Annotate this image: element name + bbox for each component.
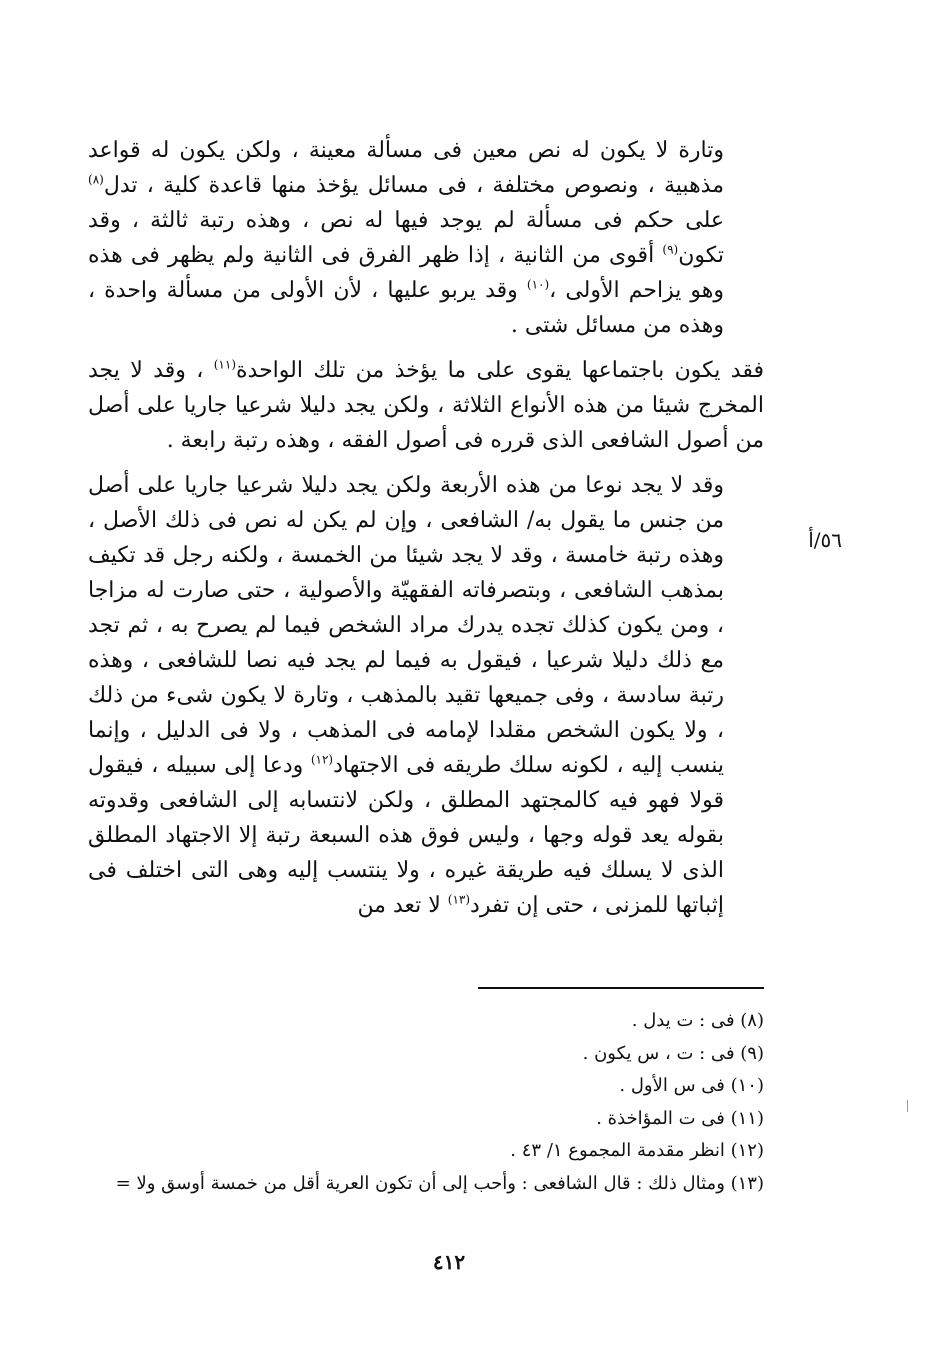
- text-run: أقوى من الثانية ، إذا ظهر الفرق فى الثانية ولم يظهر فى هذه وهو يزاحم الأولى ،: [88, 243, 724, 303]
- text-run: على حكم فى مسألة لم يوجد فيها له نص ، وهذه رتبة ثالثة ، وقد تكون: [88, 208, 724, 268]
- footnote: (٨) فى : ت يدل .: [631, 1010, 764, 1031]
- margin-folio-reference: ٥٦/أ: [808, 528, 842, 552]
- footnotes: [88, 1005, 764, 1200]
- footnote-marker: (١٣): [447, 892, 471, 907]
- text-run: فقد يكون باجتماعها يقوى على ما يؤخذ من تلك الواحدة: [236, 358, 764, 383]
- paragraph: [88, 353, 764, 458]
- text-run: لا تعد من: [357, 893, 448, 918]
- scan-edge-mark: [907, 1100, 908, 1112]
- footnote-divider: [478, 987, 764, 989]
- paragraph: [88, 133, 764, 343]
- footnote: (١٢) انظر مقدمة المجموع ١/ ٤٣ .: [510, 1140, 764, 1161]
- text-run: ودعا إلى سبيله ، فيقول قولا فهو فيه كالمجتهد المطلق ، ولكن لانتسابه إلى الشافعى وقدوته بقوله يعد قوله وجها ، وليس فوق هذه السبعة رتبة إلا الاجتهاد المطلق الذى لا يسلك فيه طريقة غيره ، ولا ينتسب إليه وهى التى اختلف فى إثباتها للمزنى ، حتى إن تفرد: [88, 753, 724, 918]
- footnote: (٩) فى : ت ، س يكون .: [582, 1042, 764, 1064]
- footnote-marker: (٩): [662, 242, 679, 257]
- footnote-marker: (١١): [213, 357, 236, 372]
- footnote-marker: (١٠): [526, 277, 550, 292]
- page-number: ٤١٢: [432, 1250, 466, 1274]
- footnote: (١٠) فى س الأول .: [619, 1075, 764, 1096]
- text-run: وتارة لا يكون له نص معين فى مسألة معينة ، ولكن يكون له قواعد مذهبية ، ونصوص مختلفة ، فى مسائل يؤخذ منها قاعدة كلية ، تدل: [88, 138, 724, 198]
- footnote-marker: (١٢): [310, 752, 334, 767]
- paragraph: [88, 468, 764, 923]
- text-run: ، وقد لا يجد المخرج شيئا من هذه الأنواع الثلاثة ، ولكن يجد دليلا شرعيا جاريا على أصل من أصول الشافعى الذى قرره فى أصول الفقه ، وهذه رتبة رابعة .: [88, 358, 764, 453]
- footnote: (١٣) ومثال ذلك : قال الشافعى : وأحب إلى أن تكون العرية أقل من خمسة أوسق ولا =: [115, 1172, 764, 1194]
- text-run: وقد يربو عليها ، لأن الأولى من مسألة واحدة ، وهذه من مسائل شتى .: [88, 278, 724, 338]
- footnote: (١١) فى ت المؤاخذة .: [596, 1107, 764, 1129]
- main-text: [88, 133, 764, 923]
- text-run: وقد لا يجد نوعا من هذه الأربعة ولكن يجد دليلا شرعيا جاريا على أصل من جنس ما يقول به/ الشافعى ، وإن لم يكن له نص فى ذلك الأصل ، وهذه رتبة خامسة ، وقد لا يجد شيئا من الخمسة ، ولكنه رجل قد تكيف بمذهب الشافعى ، وبتصرفاته الفقهيّة والأصولية ، حتى صارت له مزاجا ، ومن يكون كذلك تجده يدرك مراد الشخص فيما لم يصرح به ، ثم تجد مع ذلك دليلا شرعيا ، فيقول به فيما لم يجد فيه نصا للشافعى ، وهذه رتبة سادسة ، وفى جميعها تقيد بالمذهب ، وتارة لا يكون شىء من ذلك ، ولا يكون الشخص مقلدا لإمامه فى المذهب ، ولا فى الدليل ، وإنما ينسب إليه ، لكونه سلك طريقه فى الاجتهاد: [88, 473, 724, 778]
- footnote-marker: (٨): [88, 172, 104, 187]
